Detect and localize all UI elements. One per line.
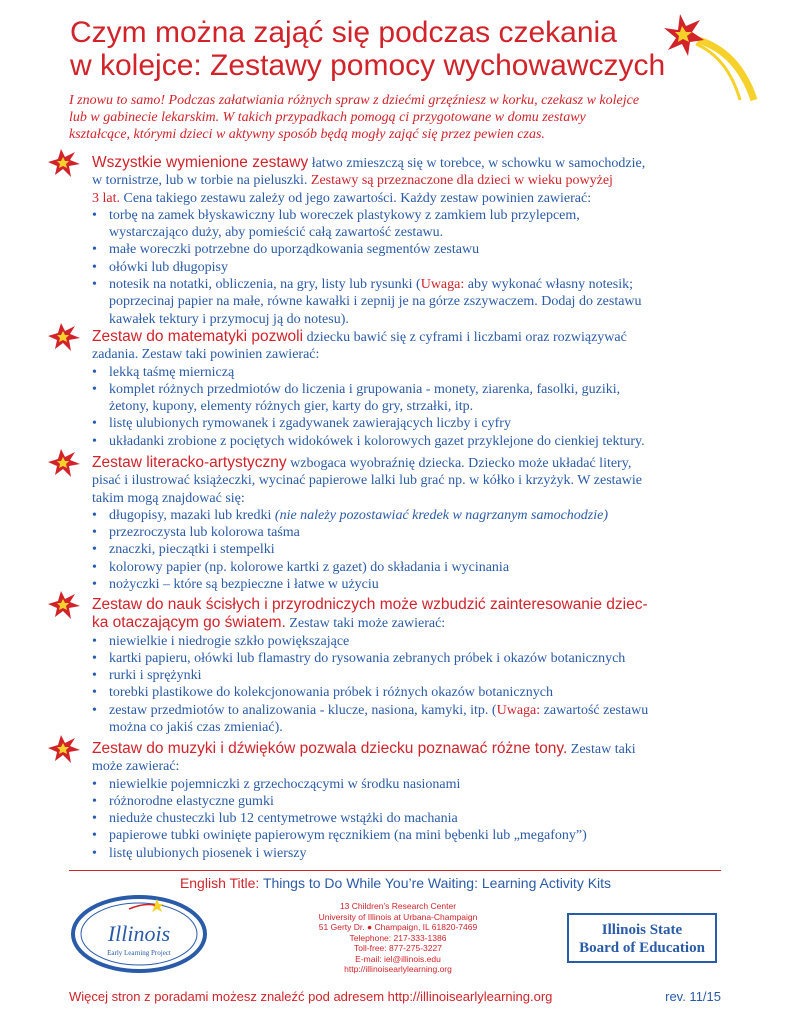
list-item bbox=[92, 845, 724, 862]
contact-info bbox=[283, 901, 513, 975]
uwaga-label: Uwaga: bbox=[496, 702, 541, 718]
star-bullet-icon bbox=[47, 322, 81, 352]
list-item-text: • listę ulubionych rymowanek i zgadywanek zawierających liczby i cyfry bbox=[109, 416, 511, 432]
list-item-text: żetony, kupony, elementy różnych gier, karty do gry, strzałki, itp. bbox=[109, 399, 474, 415]
title-line-2: w kolejce: Zestawy pomocy wychowawczych bbox=[70, 49, 666, 82]
section-intro bbox=[92, 154, 724, 207]
list-item-text: kawałek tektury i przymocuj ją do notesu). bbox=[109, 311, 349, 327]
list-item bbox=[92, 415, 724, 432]
list-item bbox=[92, 827, 724, 844]
footer-text[interactable]: Więcej stron z poradami możesz znaleźć pod adresem http://illinoisearlylearning.org bbox=[69, 989, 553, 1004]
list-item-text: długopisy, mazaki lub kredki bbox=[109, 507, 275, 523]
intro-line: kształcące, którymi dzieci w aktywny sposób będą mogły zająć się przez pewien czas. bbox=[69, 127, 545, 142]
section-intro bbox=[92, 454, 724, 507]
list-item bbox=[92, 364, 724, 381]
list-item-text: można co jakiś czas zmieniać). bbox=[109, 720, 283, 736]
bullet-list bbox=[92, 207, 724, 328]
intro-line: lub w gabinecie lekarskim. W takich przypadkach pomogą ci przygotowane w domu zestawy bbox=[69, 110, 586, 125]
list-item-text: • ołówki lub długopisy bbox=[109, 259, 229, 275]
section-intro bbox=[92, 740, 724, 776]
shooting-star-icon bbox=[658, 12, 758, 102]
section-heading: Wszystkie wymienione zestawy bbox=[92, 154, 309, 171]
contact-line[interactable]: http://illinoisearlylearning.org bbox=[344, 964, 452, 974]
isbe-logo bbox=[567, 913, 717, 963]
list-item-text: • lekką taśmę mierniczą bbox=[109, 364, 235, 380]
bullet-list bbox=[92, 507, 724, 593]
star-bullet-icon bbox=[47, 148, 81, 178]
list-item-text: poprzecinaj papier na małe, równe kawałki i zepnij je na górze zszywaczem. Dodaj do zestawu bbox=[109, 294, 642, 310]
star-bullet-icon bbox=[47, 448, 81, 478]
list-item bbox=[92, 667, 724, 684]
list-item-text: • różnorodne elastyczne gumki bbox=[109, 793, 274, 809]
isbe-line: Board of Education bbox=[579, 940, 705, 956]
list-item-text: aby wykonać własny notesik; bbox=[464, 277, 633, 293]
section-heading: Zestaw do matematyki pozwoli bbox=[92, 328, 304, 345]
section-text: w tornistrze, lub w torbie na pieluszki. bbox=[92, 173, 311, 189]
section-text: takim mogą znajdować się: bbox=[92, 490, 245, 506]
contact-line: University of Illinois at Urbana-Champaign bbox=[318, 911, 478, 922]
list-item bbox=[92, 576, 724, 593]
list-item-text: zestaw przedmiotów to analizowania - klucze, nasiona, kamyki, itp. ( bbox=[109, 702, 497, 718]
section-text: dziecku bawić się z cyframi i liczbami oraz rozwiązywać bbox=[303, 330, 627, 345]
crayon-warning: (nie należy pozostawiać kredek w nagrzanym samochodzie) bbox=[274, 507, 608, 523]
list-item-text: wystarczająco duży, aby pomieścić całą zawartość zestawu. bbox=[109, 225, 444, 241]
list-item-text: • przezroczysta lub kolorowa taśma bbox=[109, 525, 300, 541]
list-item bbox=[92, 241, 724, 258]
section-text: zadania. Zestaw taki powinien zawierać: bbox=[92, 347, 320, 363]
list-item bbox=[92, 793, 724, 810]
list-item-text: notesik na notatki, obliczenia, na gry, listy lub rysunki ( bbox=[109, 277, 421, 293]
illinois-early-learning-logo bbox=[69, 893, 209, 975]
intro-text bbox=[69, 92, 719, 143]
section-math-kit bbox=[92, 328, 724, 450]
contact-line: 51 Gerty Dr. ● Champaign, IL 61820-7469 bbox=[318, 922, 478, 932]
section-heading: Zestaw do muzyki i dźwięków pozwala dziecku poznawać różne tony. bbox=[92, 740, 568, 757]
bullet-list bbox=[92, 364, 724, 450]
section-text: łatwo zmieszczą się w torebce, w schowku w samochodzie, bbox=[308, 156, 646, 171]
list-item bbox=[92, 633, 724, 650]
logo-subtitle: Early Learning Project bbox=[107, 949, 171, 957]
contact-line: Toll-free: 877-275-3227 bbox=[354, 943, 442, 953]
list-item-text: • torbę na zamek błyskawiczny lub woreczek plastykowy z zamkiem lub przylepcem, bbox=[109, 207, 580, 223]
bullet-list bbox=[92, 633, 724, 737]
list-item bbox=[92, 650, 724, 667]
list-item-text: • nożyczki – które są bezpieczne i łatwe w użyciu bbox=[109, 577, 379, 593]
list-item-text: • małe woreczki potrzebne do uporządkowania segmentów zestawu bbox=[109, 242, 480, 258]
list-item-text: • niewielkie i niedrogie szkło powiększające bbox=[109, 633, 350, 649]
list-item bbox=[92, 381, 724, 416]
section-text: wzbogaca wyobraźnię dziecka. Dziecko może układać litery, bbox=[286, 456, 632, 471]
section-text: pisać i ilustrować książeczki, wycinać papierowe lalki lub grać np. w kółko i krzyżyk. W zestawie bbox=[92, 473, 642, 489]
age-note: 3 lat. bbox=[92, 190, 120, 206]
section-text: może zawierać: bbox=[92, 759, 180, 775]
isbe-line: Illinois State bbox=[601, 922, 683, 938]
footer bbox=[69, 989, 721, 1004]
section-intro bbox=[92, 596, 724, 633]
uwaga-label: Uwaga: bbox=[420, 277, 465, 293]
section-intro bbox=[92, 328, 724, 364]
list-item-text: • torebki plastikowe do kolekcjonowania próbek i różnych okazów botanicznych bbox=[109, 685, 553, 701]
list-item bbox=[92, 776, 724, 793]
list-item-text: • rurki i sprężynki bbox=[109, 668, 202, 684]
age-note: Zestawy są przeznaczone dla dzieci w wieku powyżej bbox=[310, 173, 613, 189]
list-item bbox=[92, 810, 724, 827]
contact-line: 13 Children’s Research Center bbox=[339, 901, 457, 911]
list-item-text: • kartki papieru, ołówki lub flamastry do rysowania zebranych próbek i okazów botanicznych bbox=[109, 650, 626, 666]
divider bbox=[69, 870, 721, 871]
star-bullet-icon bbox=[47, 590, 81, 620]
section-text: Cena takiego zestawu zależy od jego zawartości. Każdy zestaw powinien zawierać: bbox=[120, 190, 592, 206]
list-item bbox=[92, 541, 724, 558]
list-item-text: • nieduże chusteczki lub 12 centymetrowe wstążki do machania bbox=[109, 811, 458, 827]
section-heading: ka otaczającym go światem. bbox=[92, 614, 286, 632]
list-item-text: • niewielkie pojemniczki z grzechoczącymi w środku nasionami bbox=[109, 776, 461, 792]
intro-line: I znowu to samo! Podczas załatwiania różnych spraw z dziećmi grzęźniesz w korku, czekasz w kolejce bbox=[69, 93, 640, 108]
list-item-text: • znaczki, pieczątki i stempelki bbox=[109, 542, 275, 558]
section-music-kit bbox=[92, 740, 724, 862]
section-heading: Zestaw do nauk ścisłych i przyrodniczych może wzbudzić zainteresowanie dziec- bbox=[92, 596, 648, 613]
section-text: Zestaw taki bbox=[567, 742, 636, 757]
logo-name: Illinois bbox=[107, 921, 171, 946]
list-item bbox=[92, 259, 724, 276]
list-item-text: zawartość zestawu bbox=[540, 702, 649, 718]
bullet-list bbox=[92, 776, 724, 862]
english-title-text: Things to Do While You’re Waiting: Learning Activity Kits bbox=[259, 875, 612, 891]
list-item bbox=[92, 207, 724, 242]
list-item bbox=[92, 524, 724, 541]
section-science-kit bbox=[92, 596, 724, 736]
list-item-text: • układanki zrobione z pociętych widokówek i kolorowych gazet przyklejone do cienkiej tektury. bbox=[109, 433, 645, 449]
list-item-text: • kolorowy papier (np. kolorowe kartki z gazet) do składania i wycinania bbox=[109, 559, 510, 575]
page-title bbox=[70, 16, 680, 82]
list-item-text: • listę ulubionych piosenek i wierszy bbox=[109, 845, 307, 861]
list-item bbox=[92, 433, 724, 450]
list-item bbox=[92, 559, 724, 576]
contact-line[interactable]: E-mail: iel@illinois.edu bbox=[355, 953, 441, 964]
english-title bbox=[0, 875, 791, 891]
list-item-text: • komplet różnych przedmiotów do liczenia i grupowania - monety, ziarenka, fasolki, guziki, bbox=[109, 381, 621, 397]
list-item bbox=[92, 276, 724, 328]
section-all-kits bbox=[92, 154, 724, 328]
section-heading: Zestaw literacko-artystyczny bbox=[92, 454, 287, 471]
section-text: Zestaw taki może zawierać: bbox=[285, 616, 446, 632]
section-literacy-art-kit bbox=[92, 454, 724, 593]
star-bullet-icon bbox=[47, 734, 81, 764]
revision-label: rev. 11/15 bbox=[665, 989, 721, 1004]
list-item bbox=[92, 684, 724, 701]
list-item bbox=[92, 702, 724, 737]
list-item bbox=[92, 507, 724, 524]
english-title-label: English Title: bbox=[179, 875, 260, 891]
list-item-text: • papierowe tubki owinięte papierowym ręcznikiem (na mini bębenki lub „megafony”) bbox=[109, 828, 587, 844]
contact-line: Telephone: 217-333-1386 bbox=[349, 932, 447, 943]
title-line-1: Czym można zająć się podczas czekania bbox=[70, 16, 617, 49]
